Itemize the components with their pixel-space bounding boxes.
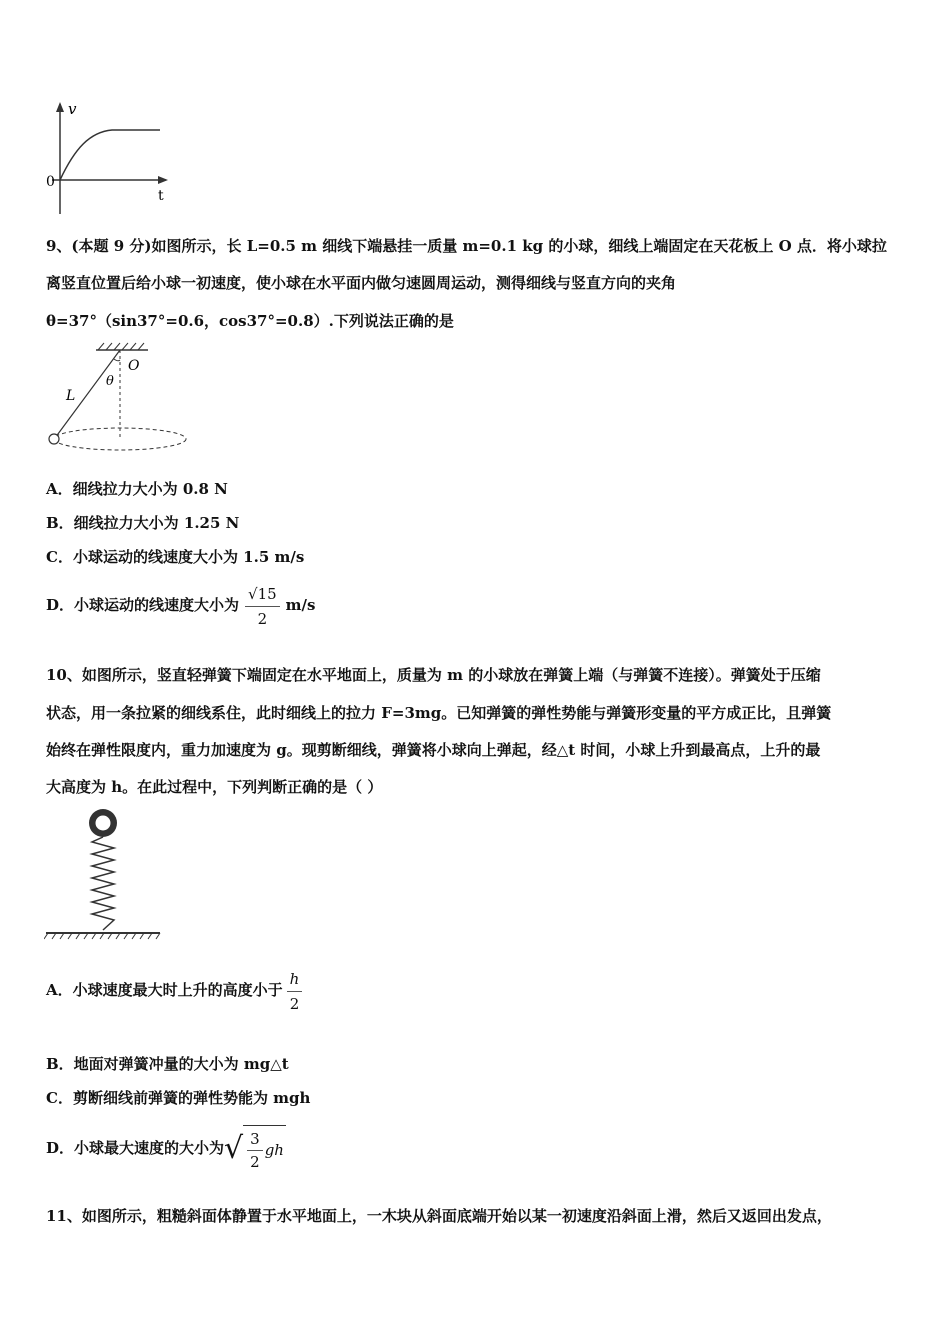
ceiling-hatch — [98, 343, 144, 350]
q10-option-a — [46, 968, 308, 1014]
q10-option-a-fraction — [287, 969, 303, 1014]
q9-option-a: A．细线拉力大小为 0.8 N — [46, 480, 228, 498]
ball-highlight — [95, 815, 111, 831]
q9-stem-line1: 9、(本题 9 分)如图所示，长 L=0.5 m 细线下端悬挂一质量 m=0.1 kg 的小球，细线上端固定在天花板上 O 点．将小球拉 — [46, 237, 887, 255]
fraction-denominator: 2 — [289, 994, 300, 1013]
spring-ball-figure — [44, 806, 164, 940]
fraction-denominator: 2 — [257, 609, 268, 628]
O-label: O — [128, 358, 140, 374]
q10-option-a-text: A．小球速度最大时上升的高度小于 — [46, 981, 283, 999]
q10-stem-line4: 大高度为 h。在此过程中，下列判断正确的是（ ） — [46, 778, 383, 796]
sqrt-icon: √ — [224, 1131, 244, 1166]
conical-pendulum-figure — [40, 342, 200, 457]
theta-arc — [114, 359, 120, 361]
velocity-curve — [60, 130, 160, 180]
q10-option-d-text: D．小球最大速度的大小为 — [46, 1139, 225, 1157]
fraction-numerator: h — [287, 969, 303, 992]
q10-option-d — [46, 1124, 286, 1174]
L-label: L — [66, 388, 76, 404]
fraction-denominator: 2 — [250, 1153, 260, 1171]
velocity-time-graph — [40, 98, 180, 218]
q9-option-d-fraction — [245, 584, 280, 629]
q10-stem-line2: 状态，用一条拉紧的细线系住，此时细线上的拉力 F=3mg。已知弹簧的弹性势能与弹簧形变量的平方成正比，且弹簧 — [46, 704, 832, 722]
fraction-numerator: √15 — [245, 584, 280, 607]
t-axis-arrow-icon — [158, 176, 168, 184]
q10-option-c: C．剪断细线前弹簧的弹性势能为 mgh — [46, 1089, 311, 1107]
q9-option-d-text: D．小球运动的线速度大小为 — [46, 596, 240, 614]
string-line — [55, 350, 120, 438]
q10-stem-line1: 10、如图所示，竖直轻弹簧下端固定在水平地面上，质量为 m 的小球放在弹簧上端（与弹簧不连接）。弹簧处于压缩 — [46, 666, 821, 684]
q10-option-b: B．地面对弹簧冲量的大小为 mg△t — [46, 1055, 289, 1073]
v-label: v — [68, 100, 77, 118]
q10-option-d-tail: gh — [264, 1140, 284, 1159]
circular-path — [54, 428, 186, 450]
q11-stem-line1: 11、如图所示，粗糙斜面体静置于水平地面上，一木块从斜面底端开始以某一初速度沿斜面上滑，然后又返回出发点， — [46, 1207, 832, 1225]
q9-stem-line2: 离竖直位置后给小球一初速度，使小球在水平面内做匀速圆周运动，测得细线与竖直方向的夹角 — [46, 274, 677, 292]
q9-option-d — [46, 583, 315, 629]
ball — [49, 434, 59, 444]
origin-label: 0 — [46, 174, 55, 190]
q9-option-d-unit: m/s — [285, 596, 316, 614]
q10-option-d-fraction — [247, 1130, 263, 1171]
t-label: t — [158, 188, 164, 204]
theta-label: θ — [106, 374, 114, 389]
spring — [92, 837, 114, 930]
q9-option-c: C．小球运动的线速度大小为 1.5 m/s — [46, 548, 305, 566]
q9-option-b: B．细线拉力大小为 1.25 N — [46, 514, 240, 532]
fraction-numerator: 3 — [247, 1130, 263, 1151]
q10-stem-line3: 始终在弹性限度内，重力加速度为 g。现剪断细线，弹簧将小球向上弹起，经△t 时间，小球上升到最高点，上升的最 — [46, 741, 821, 759]
q9-stem-line3: θ=37°（sin37°=0.6，cos37°=0.8）.下列说法正确的是 — [46, 312, 454, 330]
q10-option-d-radicand — [243, 1125, 286, 1174]
v-axis-arrow-icon — [56, 102, 64, 112]
